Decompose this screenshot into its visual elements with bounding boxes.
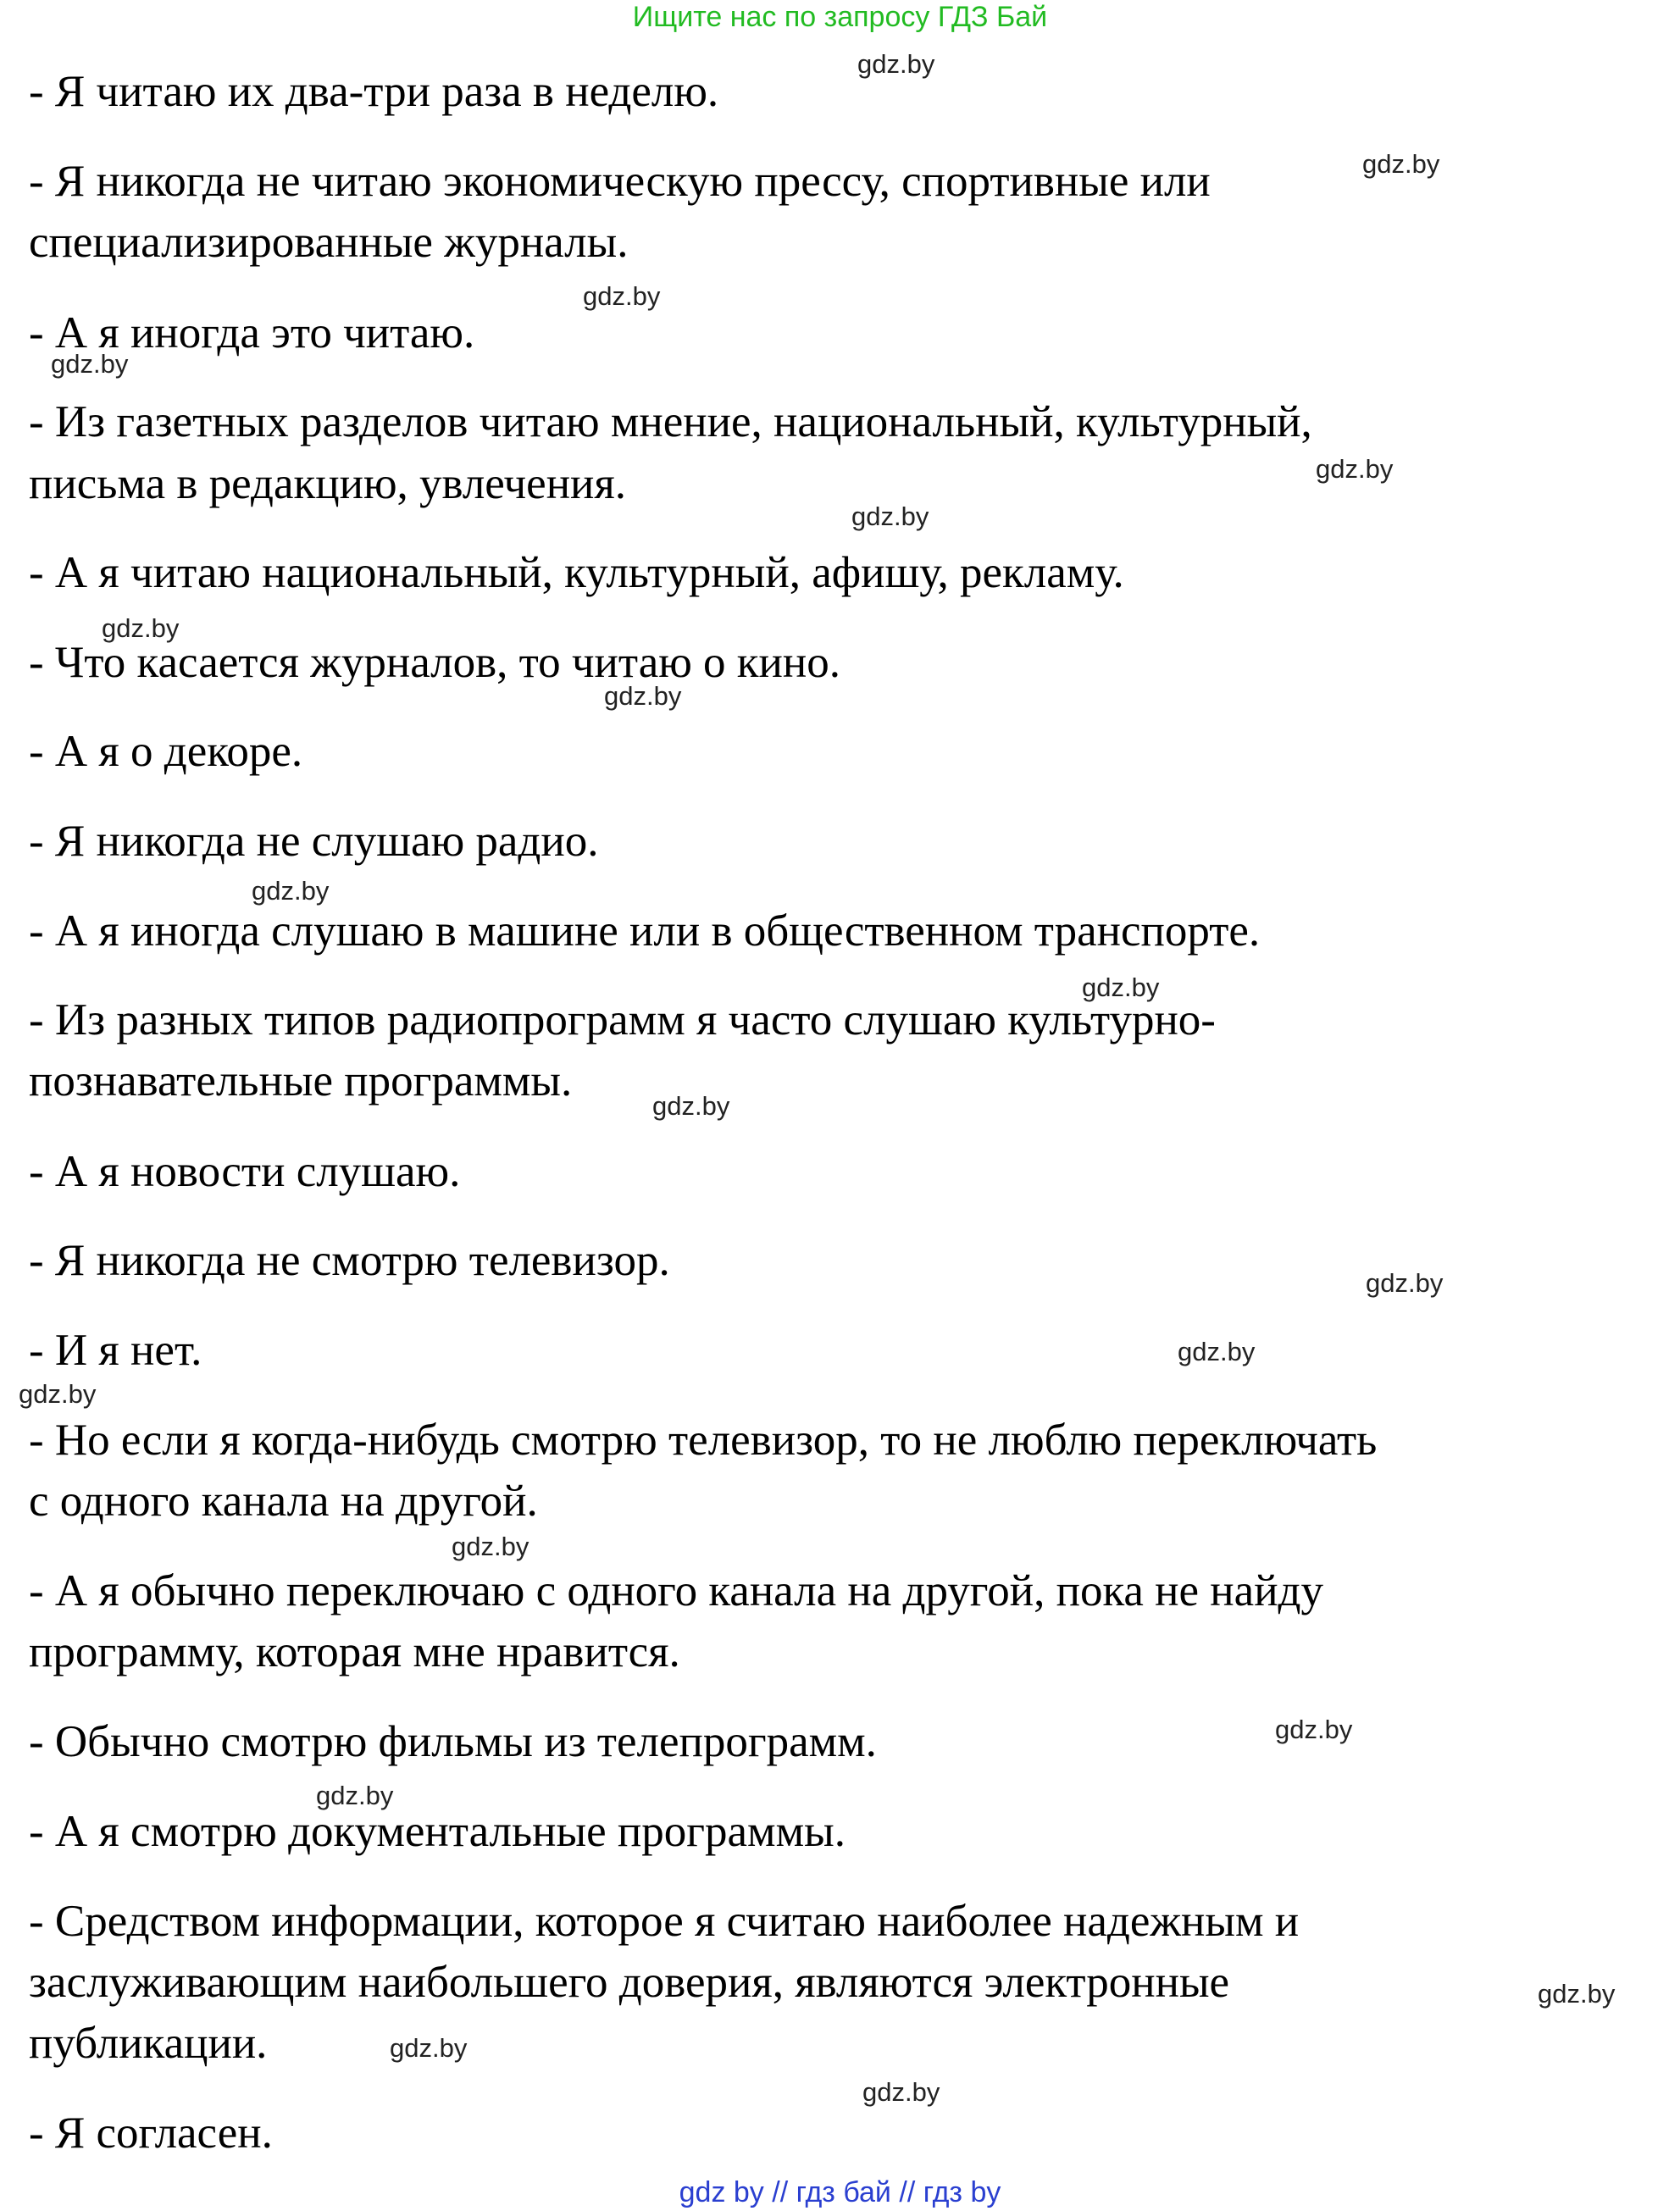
header-banner: Ищите нас по запросу ГДЗ Бай xyxy=(632,1,1048,33)
text-line: - Я никогда не читаю экономическую прессу, спортивные или xyxy=(29,157,1211,206)
watermark: gdz.by xyxy=(1366,1268,1444,1298)
watermark: gdz.by xyxy=(1275,1715,1353,1744)
watermark: gdz.by xyxy=(452,1532,530,1561)
text-line: познавательные программы. xyxy=(29,1056,573,1106)
text-line: - Я никогда не смотрю телевизор. xyxy=(29,1236,670,1285)
text-line: специализированные журналы. xyxy=(29,218,629,267)
text-line: - Из разных типов радиопрограмм я часто слушаю культурно- xyxy=(29,995,1216,1045)
text-line: - Я читаю их два-три раза в неделю. xyxy=(29,67,719,116)
watermark: gdz.by xyxy=(390,2033,468,2063)
text-line: - А я новости слушаю. xyxy=(29,1147,461,1196)
watermark: gdz.by xyxy=(252,876,330,906)
text-line: публикации. xyxy=(29,2019,268,2068)
text-line: - Но если я когда-нибудь смотрю телевизор, то не люблю переключать xyxy=(29,1416,1378,1465)
watermark: gdz.by xyxy=(1178,1337,1256,1366)
text-line: - А я иногда это читаю. xyxy=(29,308,475,357)
watermark: gdz.by xyxy=(316,1781,394,1810)
text-line: - А я смотрю документальные программы. xyxy=(29,1807,846,1856)
text-line: - А я иногда слушаю в машине или в общественном транспорте. xyxy=(29,906,1261,956)
text-line: - Я согласен. xyxy=(29,2108,273,2158)
text-line: - Обычно смотрю фильмы из телепрограмм. xyxy=(29,1717,877,1766)
watermark: gdz.by xyxy=(102,613,180,643)
watermark: gdz.by xyxy=(19,1379,97,1409)
text-line: - Я никогда не слушаю радио. xyxy=(29,817,599,866)
text-line: - Из газетных разделов читаю мнение, национальный, культурный, xyxy=(29,397,1312,446)
text-line: заслуживающим наибольшего доверия, являются электронные xyxy=(29,1958,1230,2007)
text-line: - А я о декоре. xyxy=(29,727,303,776)
text-line: - Что касается журналов, то читаю о кино. xyxy=(29,638,841,687)
text-line: с одного канала на другой. xyxy=(29,1477,538,1526)
text-line: программу, которая мне нравится. xyxy=(29,1627,680,1676)
watermark: gdz.by xyxy=(51,349,129,379)
watermark: gdz.by xyxy=(862,2077,940,2107)
text-line: - Средством информации, которое я считаю наиболее надежным и xyxy=(29,1897,1300,1946)
watermark: gdz.by xyxy=(583,281,661,311)
footer-links: gdz by // гдз бай // гдз by xyxy=(679,2176,1001,2208)
text-line: - И я нет. xyxy=(29,1326,202,1375)
watermark: gdz.by xyxy=(1538,1979,1616,2009)
watermark: gdz.by xyxy=(604,681,682,711)
watermark: gdz.by xyxy=(652,1091,730,1121)
watermark: gdz.by xyxy=(1362,149,1440,179)
watermark: gdz.by xyxy=(1082,973,1160,1002)
text-line: - А я читаю национальный, культурный, афишу, рекламу. xyxy=(29,548,1124,597)
watermark: gdz.by xyxy=(851,501,929,531)
watermark: gdz.by xyxy=(857,49,935,79)
text-line: письма в редакцию, увлечения. xyxy=(29,459,627,508)
watermark: gdz.by xyxy=(1316,454,1394,484)
text-line: - А я обычно переключаю с одного канала на другой, пока не найду xyxy=(29,1566,1324,1615)
